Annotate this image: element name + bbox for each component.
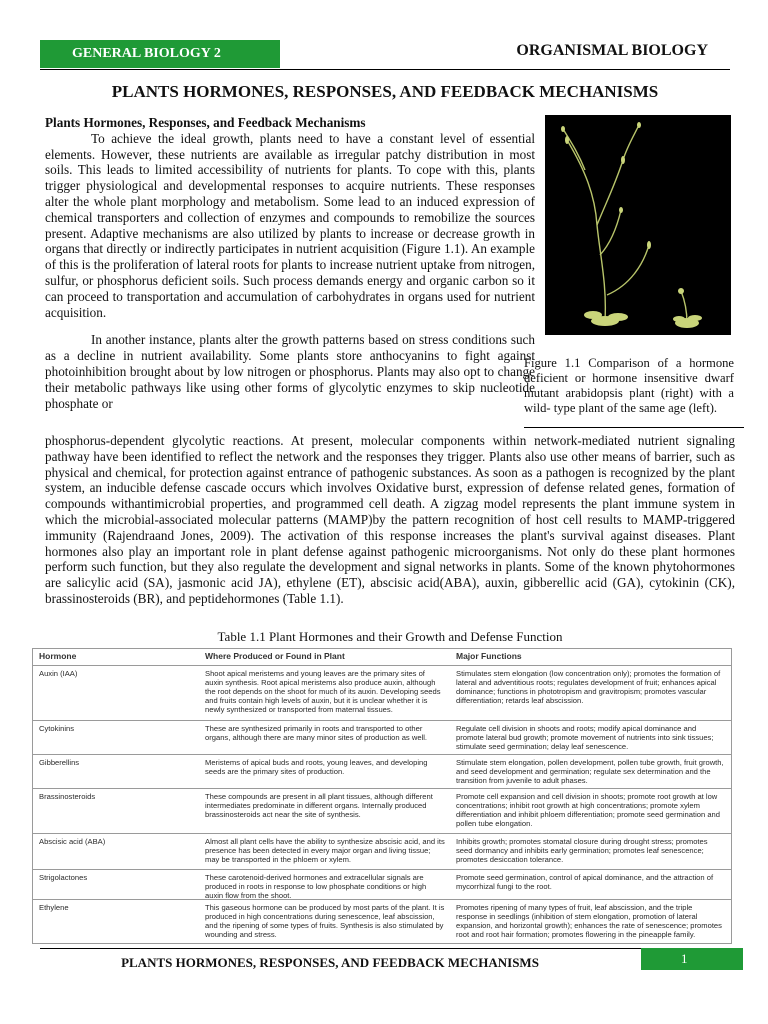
footer-title: PLANTS HORMONES, RESPONSES, AND FEEDBACK MECHANISMS — [121, 955, 539, 970]
table-row — [33, 900, 731, 943]
table-cell-function: Stimulates stem elongation (low concentration only); promotes the formation of lateral and adventitious roots; regulates development of fruit; enhances apical dominance; functions in phototropism and gravitropism; promotes vascular differentiation; retards leaf abscission. — [456, 669, 721, 705]
header-divider — [40, 69, 730, 70]
table-row — [33, 666, 731, 721]
table-header-cell: Hormone — [39, 651, 77, 661]
hormones-table — [32, 648, 732, 944]
table-row — [33, 789, 731, 834]
table-cell-source: These are synthesized primarily in roots and transported to other organs, although there are many minor sites of production as well. — [205, 724, 428, 742]
table-cell-source: These carotenoid-derived hormones and extracellular signals are produced in roots in response to low phosphate conditions or high auxin flow from the shoot. — [205, 873, 427, 900]
table-cell-function: Promotes ripening of many types of fruit, leaf abscission, and the triple response in seedlings (inhibition of stem elongation, promotion of lateral expansion, and horizontal growth); enhances the rate of senescence; promotes root and root hair formation; promotes flowering in the pineapple family. — [456, 903, 722, 939]
table-cell-function: Promote seed germination, control of apical dominance, and the attraction of mycorrhizal fungi to the root. — [456, 873, 714, 891]
header-unit-label: ORGANISMAL BIOLOGY — [516, 42, 708, 59]
table-row — [33, 834, 731, 870]
paragraph-1: To achieve the ideal growth, plants need to have a constant level of essential elements. However, these nutrients are available as irregular patchy distribution in most soils. This leads to limited accessibility of nutrients for plants. To cope with this, plants trigger physiological and developmental responses to acquire nutrients. These responses alter the whole plant morphology and metabolism. Some lead to an induced expression of chemical transporters and collection of enzymes and compounds to remobilize the sources present. Adaptive mechanisms are also utilized by plants to increase or decrease growth in organs that directly or indirectly participates in nutrient acquisition (Figure 1.1). An example of this is the proliferation of lateral roots for plants to increase nutrient uptake from nitrogen, sulfur, or phosphorus deficient soils. Such process demands energy and organic carbon so it can proceed to transportation and accumulation of carbohydrates in organs used for nutrient acquisition. — [45, 130, 535, 320]
table-cell-hormone: Abscisic acid (ABA) — [39, 837, 106, 846]
table-row — [33, 755, 731, 789]
header-course-label: GENERAL BIOLOGY 2 — [40, 40, 280, 68]
figure-caption: Figure 1.1 Comparison of a hormone deficient or hormone insensitive dwarf mutant arabidopsis plant (right) with a wild- type plant of the same age (left). — [524, 356, 734, 415]
footer-divider — [40, 948, 730, 949]
table-cell-hormone: Cytokinins — [39, 724, 75, 733]
table-cell-source: Almost all plant cells have the ability to synthesize abscisic acid, and its presence has been detected in every major organ and living tissue; may be transported in the phloem or xylem. — [205, 837, 445, 864]
table-header-cell: Where Produced or Found in Plant — [205, 651, 345, 661]
paragraph-2-top: In another instance, plants alter the growth patterns based on stress conditions such as a decline in nutrient availability. Some plants store anthocyanins to fight against photoinhibition brought about by low nitrogen or phosphorus. Plants may also opt to change their metabolic pathways like using other forms of glycolytic enzymes to skip nucleotide phosphate or — [45, 332, 535, 411]
table-cell-hormone: Brassinosteroids — [39, 792, 96, 801]
caption-divider — [524, 427, 744, 428]
table-caption: Table 1.1 Plant Hormones and their Growth and Defense Function — [217, 629, 563, 644]
table-cell-hormone: Strigolactones — [39, 873, 88, 882]
page-number: 1 — [641, 948, 743, 970]
table-cell-source: This gaseous hormone can be produced by most parts of the plant. It is produced in high concentrations during senescence, leaf abscission, and the ripening of some types of fruits. Synthesis is also stimulated by wounding and stress. — [205, 903, 445, 939]
table-cell-hormone: Ethylene — [39, 903, 69, 912]
table-cell-function: Promote cell expansion and cell division in shoots; promote root growth at low concentrations; inhibit root growth at high concentrations; promote xylem differentiation and inhibit phloem differentiation; promote seed germination and pollen tube elongation. — [456, 792, 720, 828]
table-cell-function: Inhibits growth; promotes stomatal closure during drought stress; promotes seed dormancy and inhibits early germination; promotes leaf senescence; promotes desiccation tolerance. — [456, 837, 708, 864]
table-row — [33, 870, 731, 900]
table-cell-hormone: Gibberellins — [39, 758, 80, 767]
table-cell-function: Regulate cell division in shoots and roots; modify apical dominance and promote lateral bud growth; promote movement of nutrients into sink tissues; stimulate seed germination; delay leaf senescence. — [456, 724, 714, 751]
table-cell-hormone: Auxin (IAA) — [39, 669, 78, 678]
table-row — [33, 721, 731, 755]
intro-column — [45, 115, 535, 411]
page-title: PLANTS HORMONES, RESPONSES, AND FEEDBACK MECHANISMS — [111, 82, 659, 101]
section-subheading: Plants Hormones, Responses, and Feedback Mechanisms — [45, 115, 366, 130]
plant-illustration — [545, 115, 731, 335]
paragraph-2-rest: phosphorus-dependent glycolytic reactions. At present, molecular components within network-mediated nutrient signaling pathway have been identified to reflect the network and the responses they trigger. Plants also use other means of barrier, such as physical and chemical, for protection against entrance of pathogenic substances. As soon as a pathogen is recognized by the plant system, an inducible defense cascade occurs which involves Oxidative burst, expression of defense related genes, formation of compounds withantimicrobial properties, and programmed cell death. A zigzag model represents the plant immune system in which the microbial-associated molecular patterns (MAMP)by the pattern recognition of host cell results to MAMP-triggered immunity (Rajendraand Jones, 2009). The activation of this response increases the plant's survival against diseases. Plant hormones also play an important role in plant defense against pathogenic microorganisms. Not only do these plant hormones perform such function, but they also regulate the development and signal networks in plants. Some of the known phytohormones are salicylic acid (SA), jasmonic acid JA), ethylene (ET), abscisic acid(ABA), auxin, gibberellic acid (GA), cytokinin (CK), brassinosteroids (BR), and peptidehormones (Table 1.1). — [45, 433, 735, 606]
table-cell-function: Stimulate stem elongation, pollen development, pollen tube growth, fruit growth, and seed development and germination; regulate sex determination and the transition from juvenile to adult phases. — [456, 758, 724, 785]
table-cell-source: Shoot apical meristems and young leaves are the primary sites of auxin synthesis. Root apical meristems also produce auxin, although the root depends on the shoot for much of its auxin. Developing seeds and fruits contain high levels of auxin, but it is unclear whether it is newly synthesized or transported from maternal tissues. — [205, 669, 441, 714]
figure-plant-photo — [545, 115, 731, 335]
table-header-cell: Major Functions — [456, 651, 522, 661]
table-header-row — [33, 649, 731, 666]
table-cell-source: Meristems of apical buds and roots, young leaves, and developing seeds are the primary sites of production. — [205, 758, 428, 776]
body-text — [45, 433, 735, 607]
table-cell-source: These compounds are present in all plant tissues, although different intermediates predominate in different organs. Internally produced brassinosteroids act near the site of synthesis. — [205, 792, 433, 819]
